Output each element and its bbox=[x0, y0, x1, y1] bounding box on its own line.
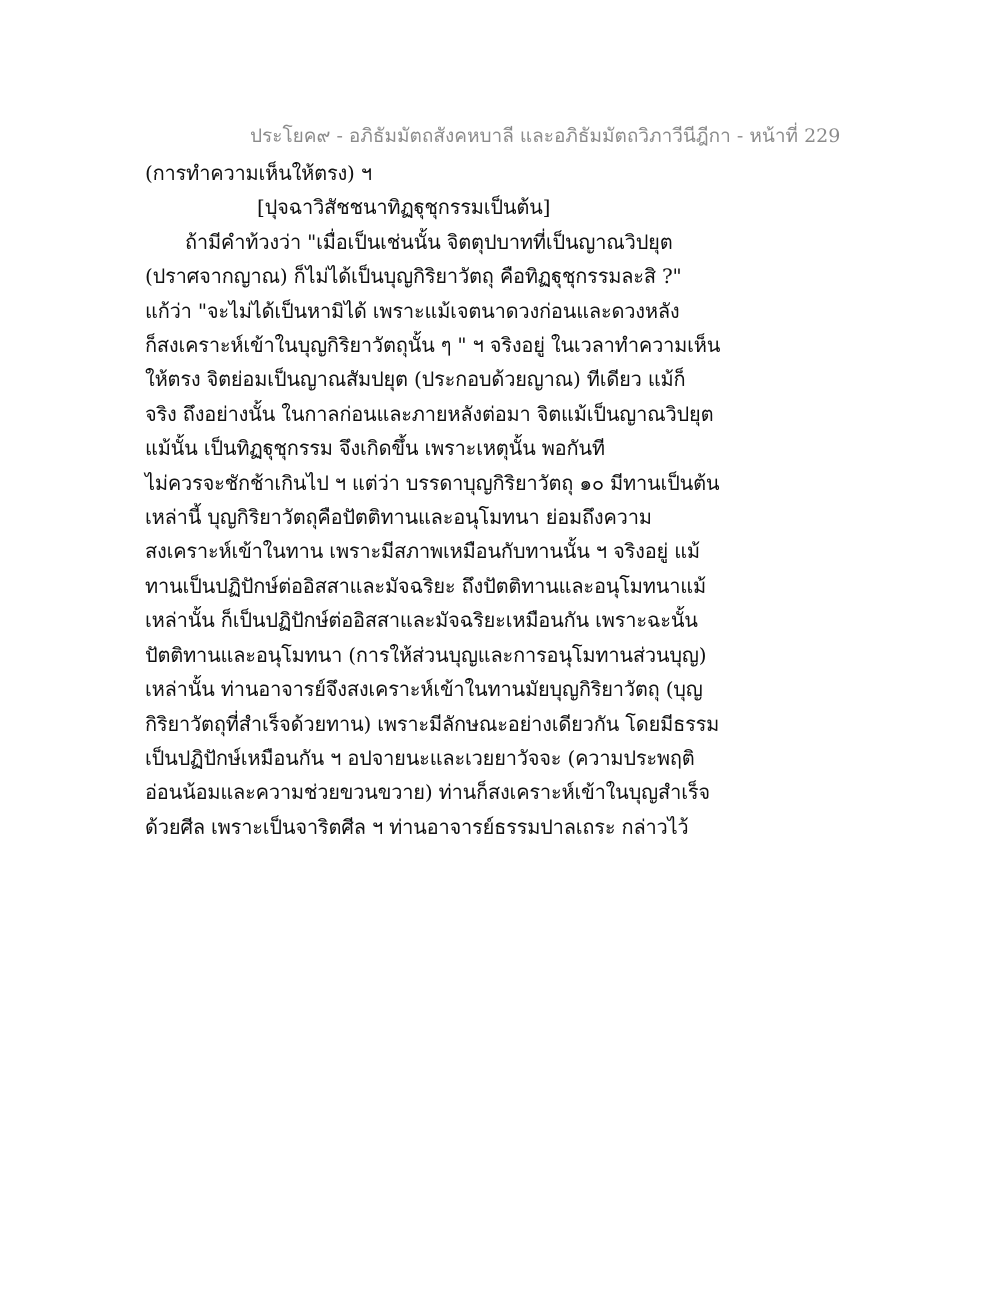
paragraph-line: ไม่ควรจะชักช้าเกินไป ฯ แต่ว่า บรรดาบุญกิริยาวัตถุ ๑๐ มีทานเป็นต้น bbox=[145, 470, 720, 495]
paragraph-line: สงเคราะห์เข้าในทาน เพราะมีสภาพเหมือนกับทานนั้น ฯ จริงอยู่ แม้ bbox=[145, 539, 700, 564]
paragraph-line: (ปราศจากญาณ) ก็ไม่ได้เป็นบุญกิริยาวัตถุ คือทิฏฐุชุกรรมละสิ ?" bbox=[145, 264, 682, 289]
paragraph-line: เหล่านั้น ก็เป็นปฏิปักษ์ต่ออิสสาและมัจฉริยะเหมือนกัน เพราะฉะนั้น bbox=[145, 608, 698, 633]
paragraph-line: เหล่านั้น ท่านอาจารย์จึงสงเคราะห์เข้าในทานมัยบุญกิริยาวัตถุ (บุญ bbox=[145, 677, 703, 702]
paragraph-line: ปัตติทานและอนุโมทนา (การให้ส่วนบุญและการอนุโมทานส่วนบุญ) bbox=[145, 642, 707, 667]
paragraph-line: เป็นปฏิปักษ์เหมือนกัน ฯ อปจายนะและเวยยาวัจจะ (ความประพฤติ bbox=[145, 745, 695, 770]
paragraph-line: ถ้ามีคำท้วงว่า "เมื่อเป็นเช่นนั้น จิตตุปบาทที่เป็นญาณวิปยุต bbox=[185, 229, 673, 254]
paragraph-line: ให้ตรง จิตย่อมเป็นญาณสัมปยุต (ประกอบด้วยญาณ) ทีเดียว แม้ก็ bbox=[145, 367, 686, 392]
paragraph-line: อ่อนน้อมและความช่วยขวนขวาย) ท่านก็สงเคราะห์เข้าในบุญสำเร็จ bbox=[145, 780, 710, 805]
body-paragraph bbox=[145, 225, 721, 844]
page-body bbox=[145, 156, 721, 844]
paragraph-line: แก้ว่า "จะไม่ได้เป็นหามิได้ เพราะแม้เจตนาดวงก่อนและดวงหลัง bbox=[145, 298, 680, 323]
paragraph-line: เหล่านี้ บุญกิริยาวัตถุคือปัตติทานและอนุโมทนา ย่อมถึงความ bbox=[145, 505, 652, 530]
paragraph-line: แม้นั้น เป็นทิฏฐุชุกรรม จึงเกิดขึ้น เพราะเหตุนั้น พอกันที bbox=[145, 436, 605, 461]
paragraph-line: กิริยาวัตถุที่สำเร็จด้วยทาน) เพราะมีลักษณะอย่างเดียวกัน โดยมีธรรม bbox=[145, 711, 720, 736]
paragraph-line: จริง ถึงอย่างนั้น ในกาลก่อนและภายหลังต่อมา จิตแม้เป็นญาณวิปยุต bbox=[145, 401, 714, 426]
section-heading: [ปุจฉาวิสัชชนาทิฏฐุชุกรรมเป็นต้น] bbox=[257, 195, 551, 220]
paragraph-line: ด้วยศีล เพราะเป็นจาริตศีล ฯ ท่านอาจารย์ธรรมปาลเถระ กล่าวไว้ bbox=[145, 814, 689, 839]
body-first-line: (การทำความเห็นให้ตรง) ฯ bbox=[145, 161, 372, 185]
paragraph-line: ก็สงเคราะห์เข้าในบุญกิริยาวัตถุนั้น ๆ " ฯ จริงอยู่ ในเวลาทำความเห็น bbox=[145, 333, 721, 358]
paragraph-line: ทานเป็นปฏิปักษ์ต่ออิสสาและมัจฉริยะ ถึงปัตติทานและอนุโมทนาแม้ bbox=[145, 573, 706, 598]
running-header: ประโยค๙ - อภิธัมมัตถสังคหบาลี และอภิธัมมัตถวิภาวีนีฎีกา - หน้าที่ 229 bbox=[250, 125, 841, 147]
